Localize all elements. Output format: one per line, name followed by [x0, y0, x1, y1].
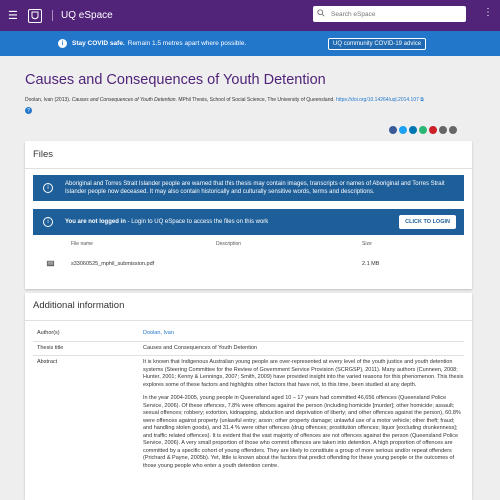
file-size: 2.1 MB — [362, 261, 380, 267]
author-link[interactable]: Doolan, Ivan — [143, 330, 174, 336]
files-card — [25, 141, 472, 289]
divider — [25, 320, 472, 321]
uq-logo[interactable] — [28, 9, 42, 23]
print-icon[interactable] — [449, 126, 457, 134]
external-link-icon[interactable]: ⧉ — [420, 97, 424, 103]
mendeley-icon[interactable] — [419, 126, 427, 134]
col-file-name: File name — [71, 241, 93, 247]
doi-link[interactable]: https://doi.org/10.14264/uql.2014.107 — [336, 97, 419, 103]
citation — [25, 97, 475, 103]
metadata-row-abstract — [33, 355, 464, 479]
help-icon[interactable]: ? — [25, 107, 32, 114]
author-label: Author(s) — [37, 330, 60, 336]
pinterest-icon[interactable] — [429, 126, 437, 134]
abstract-paragraph-2: In the year 2004-2005, young people in Queensland aged 10 – 17 years had committed 46,656 offences (Queensland Police Service, 2006). Of these offences, 7.8% were offences against the person (including homicide [murder]; other homicide; assault; sexual offences; robbery; extortion, kidnapping, abduction and deprivation of liberty; and other offences against the person), 60.8% were offences against property (unlawful entry; arson; other property damage; unlawful use of a motor vehicle; other theft; fraud; and handling stolen goods), and 31.4 % were other offences (drug offences; prostitution offences; liquor [excluding drunkenness]; and traffic related offences). It is evident that the vast majority of offences are not offences against the person (Queensland Police Service, 2006). A very small proportion of those who commit offences are taken into detention. A high proportion of offences are committed by a specific cohort of young offenders. They are likely to constitute a group of more serious and/or repeat offenders (Prichard & Payne, 2005b). Yet, little is known about the factors that predict offending for these young people or the outcomes of those young people who enter a youth detention centre. — [143, 395, 461, 469]
email-icon[interactable] — [439, 126, 447, 134]
citation-author: Doolan, Ivan (2013). — [25, 97, 71, 103]
app-title[interactable]: UQ eSpace — [52, 10, 113, 21]
twitter-icon[interactable] — [399, 126, 407, 134]
search-box[interactable] — [313, 6, 466, 22]
file-name[interactable]: s33060525_mphil_submission.pdf — [71, 261, 155, 267]
citation-title: Causes and Consequences of Youth Detention. — [71, 97, 177, 103]
additional-info-card — [25, 293, 472, 500]
search-input[interactable] — [331, 11, 461, 18]
login-alert-text — [65, 218, 399, 226]
col-description: Description — [216, 241, 242, 247]
top-app-bar — [0, 0, 500, 31]
additional-heading: Additional information — [33, 300, 125, 311]
login-strong: You are not logged in — [65, 219, 126, 225]
thesis-title-value: Causes and Consequences of Youth Detention — [143, 344, 258, 351]
thesis-title-label: Thesis title — [37, 344, 64, 351]
metadata-row-author — [33, 327, 464, 341]
login-alert — [33, 209, 464, 235]
files-heading: Files — [33, 149, 54, 160]
more-vert-icon[interactable]: ⋮ — [483, 7, 493, 18]
files-table-header — [33, 241, 464, 251]
divider — [25, 168, 472, 169]
info-icon: i — [43, 183, 53, 193]
abstract-label: Abstract — [37, 359, 58, 365]
login-message: - Login to UQ eSpace to access the files on this work — [125, 219, 269, 225]
files-table — [33, 241, 464, 271]
covid-advice-button[interactable]: UQ community COVID-19 advice — [328, 38, 426, 50]
covid-strong: Stay COVID safe. — [72, 40, 125, 47]
abstract-value — [143, 359, 464, 476]
info-icon: i — [58, 39, 67, 48]
click-to-login-button[interactable]: CLICK TO LOGIN — [399, 215, 456, 229]
facebook-icon[interactable] — [389, 126, 397, 134]
covid-message: Remain 1.5 metres apart where possible. — [127, 40, 247, 47]
table-row[interactable] — [33, 251, 464, 271]
search-icon — [317, 9, 327, 19]
col-size: Size — [362, 241, 372, 247]
info-icon: i — [43, 217, 53, 227]
abstract-paragraph-1: It is known that Indigenous Australian young people are over-represented at every level of the youth justice and youth detention systems (Steering Committee for the Review of Government Service Provision (SCRGSP), 2011). Many authors (Cunneen, 2008; Hunter, 2001; Kenny & Lennings, 2007; Smith, 2009) have provided insight into the varied reasons for this phenomenon. This thesis explores some of these factors and highlights other factors that have not, to this time, been studied at any depth. — [143, 359, 464, 388]
metadata-row-title — [33, 341, 464, 356]
cultural-warning-alert — [33, 175, 464, 201]
file-pdf-icon — [46, 259, 55, 268]
menu-icon[interactable]: ☰ — [8, 10, 18, 22]
covid-banner — [0, 31, 500, 56]
metadata-table — [33, 327, 464, 479]
citation-details: MPhil Thesis, School of Social Science, The University of Queensland. — [178, 97, 335, 103]
cultural-warning-text: Aboriginal and Torres Strait Islander people are warned that this thesis may contain images, transcripts or names of Aboriginal and Torres Strait Islander people now deceased. It may also contain historically and culturally sensitive words, terms and descriptions. — [65, 181, 445, 195]
share-buttons — [389, 126, 457, 134]
page-title: Causes and Consequences of Youth Detention — [25, 72, 326, 88]
linkedin-icon[interactable] — [409, 126, 417, 134]
